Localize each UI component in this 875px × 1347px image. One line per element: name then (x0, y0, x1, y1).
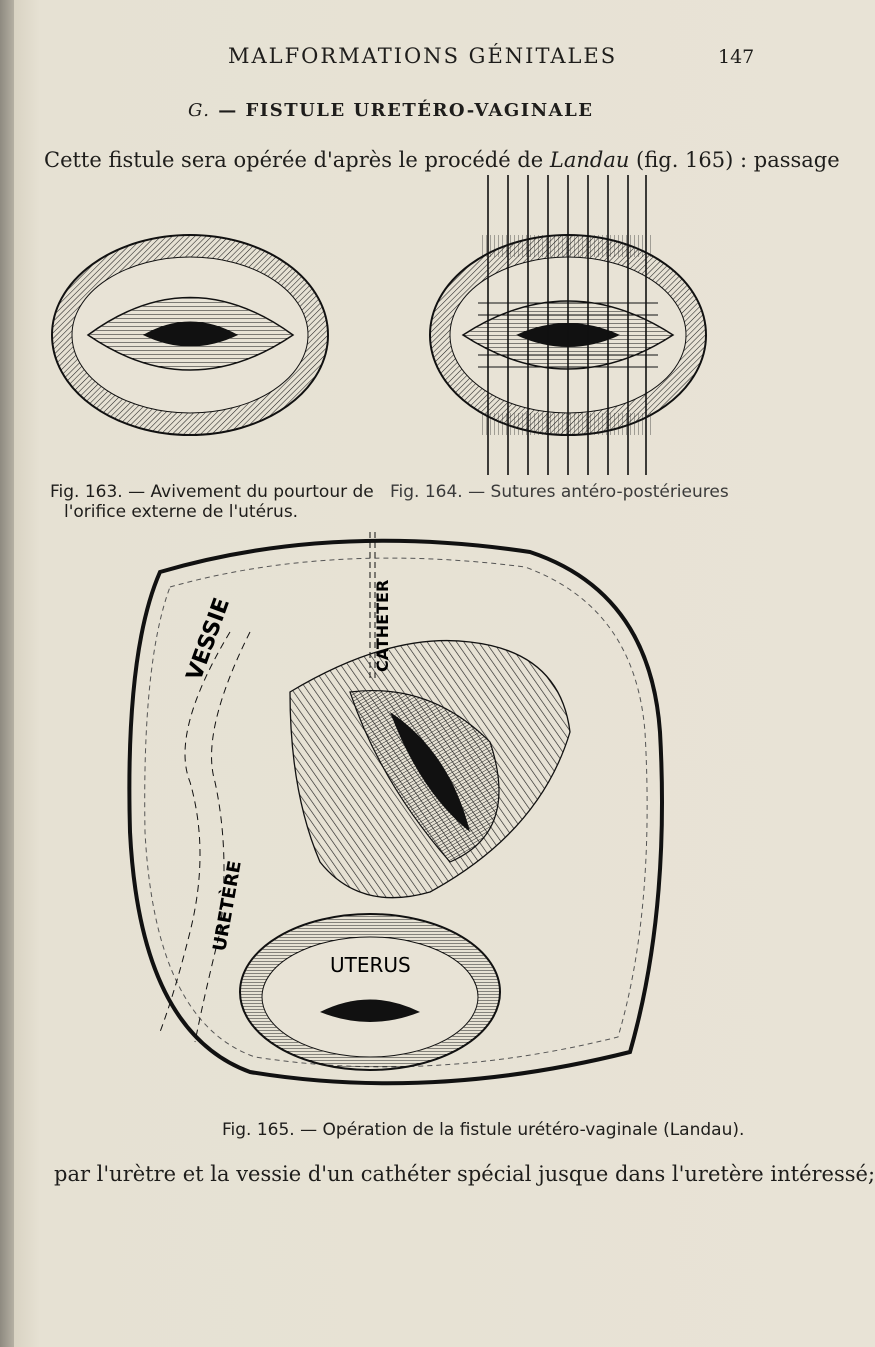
section-heading: — FISTULE URETÉRO-VAGINALE (218, 100, 594, 121)
intro-paragraph (44, 148, 840, 172)
figure-165-caption: Fig. 165. — Opération de la fistule urétéro-vaginale (Landau). (222, 1120, 745, 1140)
label-uretere: URETÈRE (209, 859, 246, 953)
page-edge (0, 0, 14, 1347)
section-letter: G. (188, 100, 211, 121)
intro-author: Landau (549, 148, 630, 172)
body-text-line: par l'urètre et la vessie d'un cathéter spécial jusque dans l'uretère intéressé; (54, 1162, 875, 1186)
label-uterus: UTERUS (330, 953, 411, 977)
figure-163-illustration (48, 230, 333, 440)
page-number: 147 (718, 46, 755, 68)
intro-text-after: (fig. 165) : passage (629, 148, 840, 172)
running-head-title: MALFORMATIONS GÉNITALES (228, 44, 618, 68)
figure-163-caption (50, 482, 380, 522)
figure-165-illustration (130, 532, 690, 1092)
section-title (188, 100, 594, 121)
label-vessie: VESSIE (182, 594, 236, 685)
running-head (0, 44, 801, 74)
intro-text-before: Cette fistule sera opérée d'après le procédé de (44, 148, 550, 172)
label-catheter: CATHETER (373, 579, 392, 672)
figure-163-caption-line2: l'orifice externe de l'utérus. (64, 502, 299, 522)
figure-164-caption: Fig. 164. — Sutures antéro-postérieures (390, 482, 729, 502)
figure-163-caption-line1: Fig. 163. — Avivement du pourtour de (50, 482, 374, 502)
figure-164-illustration (418, 175, 718, 485)
